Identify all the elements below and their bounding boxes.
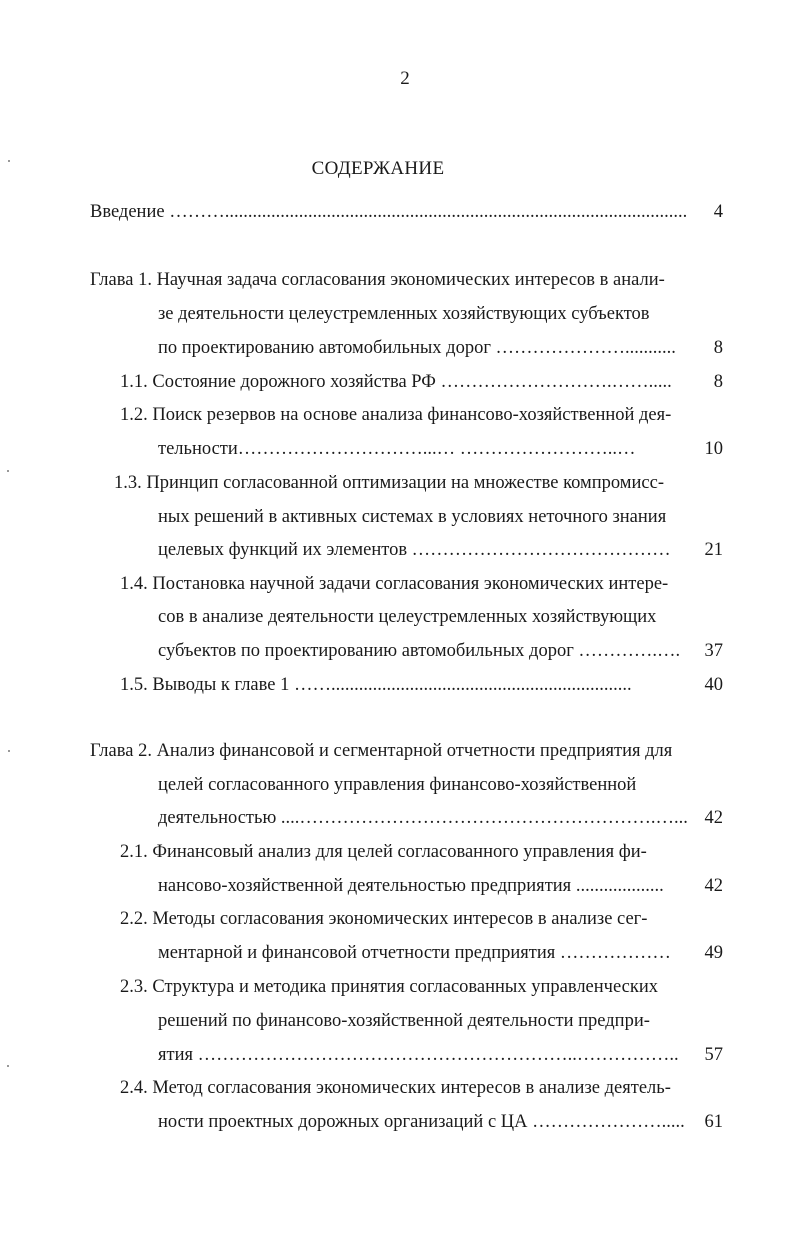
toc-entry-line: целевых функций их элементов ……………………………………	[158, 540, 671, 560]
toc-entry-line: 1.5. Выводы к главе 1 …….................................................................	[120, 675, 632, 695]
toc-entry-line: Глава 2. Анализ финансовой и сегментарной отчетности предприятия для	[90, 741, 673, 761]
scan-speck	[7, 1065, 9, 1067]
toc-page-number: 8	[713, 338, 723, 358]
toc-entry-line: ности проектных дорожных организаций с ЦА ………………….....	[158, 1112, 685, 1132]
scan-speck	[7, 470, 9, 472]
toc-entry-line: 2.3. Структура и методика принятия согласованных управленческих	[120, 977, 658, 997]
toc-entry-line: зе деятельности целеустремленных хозяйствующих субъектов	[158, 304, 650, 324]
toc-page-number: 10	[704, 439, 723, 459]
toc-page-number: 4	[713, 202, 723, 222]
toc-page-number: 40	[704, 675, 723, 695]
toc-entry-line: целей согласованного управления финансово-хозяйственной	[158, 775, 637, 795]
toc-page-number: 8	[713, 372, 723, 392]
toc-entry-line: нансово-хозяйственной деятельностью предприятия ...................	[158, 876, 664, 896]
toc-entry-line: ментарной и финансовой отчетности предприятия ………………	[158, 943, 671, 963]
toc-entry-line: 1.2. Поиск резервов на основе анализа финансово-хозяйственной дея-	[120, 405, 672, 425]
toc-entry-line: 2.4. Метод согласования экономических интересов в анализе деятель-	[120, 1078, 671, 1098]
toc-entry-line: деятельностью ....………………………………………………….…...	[158, 808, 688, 828]
toc-entry-line: тельности…………………………...… ……………………..…	[158, 439, 636, 459]
toc-page-number: 42	[704, 876, 723, 896]
toc-entry-line: субъектов по проектированию автомобильных дорог ………….….	[158, 641, 681, 661]
toc-entry-line: 1.3. Принцип согласованной оптимизации на множестве компромисс-	[114, 473, 664, 493]
toc-page-number: 57	[704, 1045, 723, 1065]
scan-speck	[8, 750, 10, 752]
page-title: СОДЕРЖАНИЕ	[311, 158, 445, 179]
toc-page-number: 42	[704, 808, 723, 828]
toc-entry-line: ятия ……………………………………………………..……………..	[158, 1045, 679, 1065]
toc-entry-line: ных решений в активных системах в условиях неточного знания	[158, 507, 667, 527]
scan-speck	[8, 160, 10, 162]
toc-entry-line: 1.1. Состояние дорожного хозяйства РФ ……………………….…….....	[120, 372, 672, 392]
toc-page-number: 49	[704, 943, 723, 963]
toc-entry-line: 2.1. Финансовый анализ для целей согласованного управления фи-	[120, 842, 647, 862]
toc-page-number: 61	[704, 1112, 723, 1132]
toc-entry-line: сов в анализе деятельности целеустремленных хозяйствующих	[158, 607, 657, 627]
toc-entry-line: 1.4. Постановка научной задачи согласования экономических интере-	[120, 574, 669, 594]
toc-entry-line: Введение ………....................................................................................................	[90, 202, 688, 222]
page-number: 2	[400, 68, 410, 89]
toc-entry-line: Глава 1. Научная задача согласования экономических интересов в анали-	[90, 270, 665, 290]
toc-page-number: 21	[704, 540, 723, 560]
toc-page-number: 37	[704, 641, 723, 661]
toc-entry-line: по проектированию автомобильных дорог …………………...........	[158, 338, 676, 358]
toc-entry-line: 2.2. Методы согласования экономических интересов в анализе сег-	[120, 909, 648, 929]
toc-entry-line: решений по финансово-хозяйственной деятельности предпри-	[158, 1011, 650, 1031]
